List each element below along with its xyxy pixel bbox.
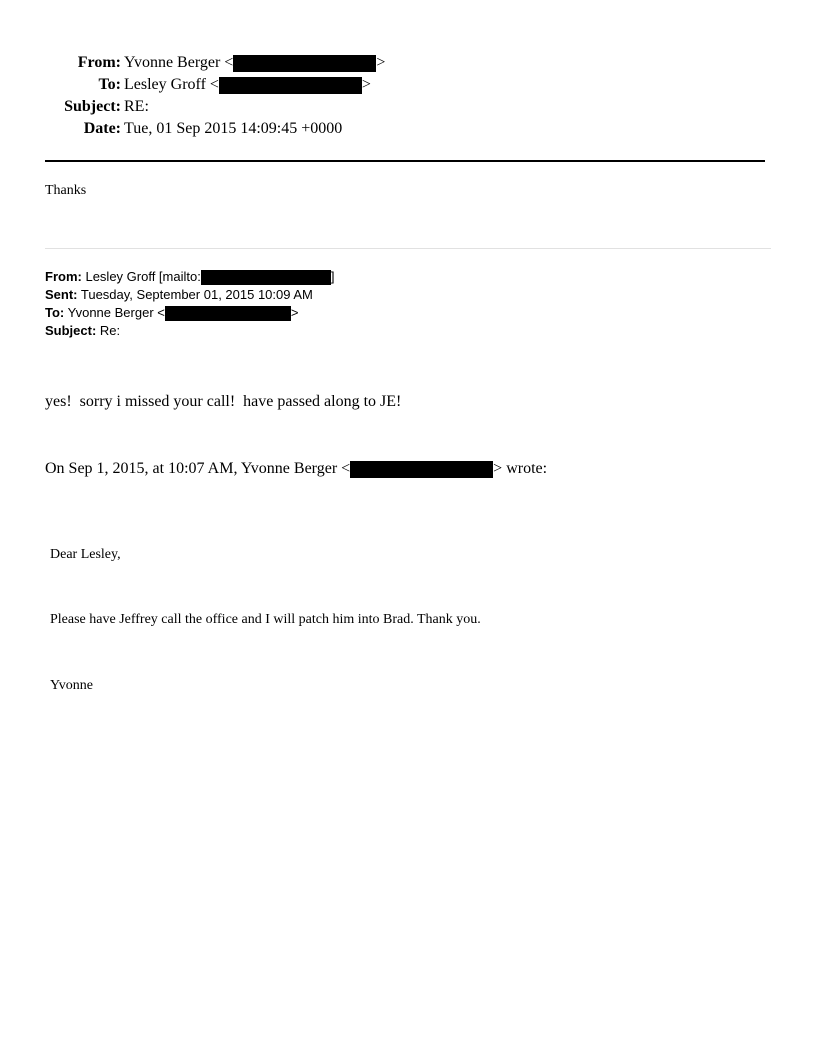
- quoted-sent-row: [45, 286, 313, 304]
- attribution-prefix: On Sep 1, 2015, at 10:07 AM, Yvonne Berger <: [45, 460, 351, 477]
- greeting: Dear Lesley,: [50, 547, 121, 562]
- quoted-subject-value: Re:: [99, 323, 121, 338]
- signature: Yvonne: [50, 678, 93, 693]
- quoted-sent-value: Tuesday, September 01, 2015 10:09 AM: [80, 287, 313, 302]
- header-subject-label: Subject:: [64, 98, 121, 115]
- quote-divider: [45, 248, 771, 249]
- message-body: Please have Jeffrey call the office and I will patch him into Brad. Thank you.: [50, 612, 481, 627]
- header-date-label: Date:: [83, 120, 121, 137]
- quoted-from-close: ]: [330, 269, 335, 284]
- redaction-block: [165, 306, 291, 321]
- attribution-line: [45, 459, 547, 479]
- quoted-subject-row: [45, 322, 120, 340]
- header-from-value: [124, 53, 385, 73]
- quoted-from-value: Lesley Groff [mailto:: [85, 269, 201, 284]
- header-from-label: From:: [77, 54, 121, 71]
- header-to-value: [124, 75, 371, 95]
- quoted-line1: yes! sorry i missed your call! have passed along to JE!: [45, 393, 402, 410]
- header-divider: [45, 160, 765, 162]
- quoted-subject-label: Subject:: [45, 323, 97, 338]
- quoted-from-label: From:: [45, 269, 82, 284]
- reply-body: Thanks: [45, 183, 87, 198]
- quoted-to-close: >: [290, 305, 299, 320]
- quoted-to-row: [45, 304, 298, 322]
- redaction-block: [233, 55, 376, 72]
- quoted-to-value: Yvonne Berger <: [67, 305, 165, 320]
- header-to-close: >: [361, 76, 371, 93]
- redaction-block: [201, 270, 331, 285]
- quoted-to-label: To:: [45, 305, 65, 320]
- header-from-name: Yvonne Berger <: [124, 54, 234, 71]
- redaction-block: [219, 77, 362, 94]
- header-date-value: Tue, 01 Sep 2015 14:09:45 +0000: [124, 120, 343, 137]
- quoted-sent-label: Sent:: [45, 287, 78, 302]
- header-from-close: >: [376, 54, 386, 71]
- redaction-block: [350, 461, 493, 478]
- quoted-from-row: [45, 268, 334, 286]
- header-to-name: Lesley Groff <: [124, 76, 219, 93]
- header-to-label: To:: [98, 76, 121, 93]
- header-subject-value: RE:: [124, 98, 149, 115]
- attribution-suffix: > wrote:: [493, 460, 548, 477]
